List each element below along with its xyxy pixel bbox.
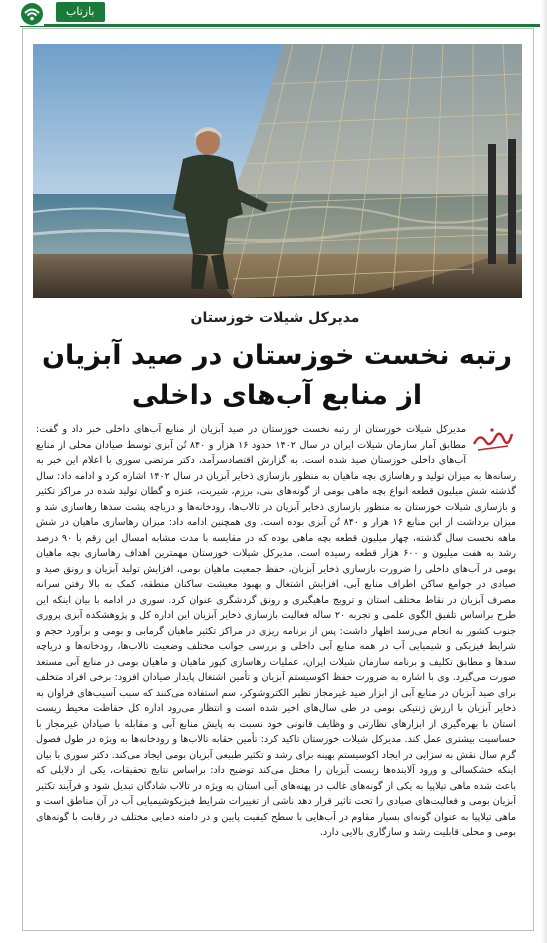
source-signature-logo [470,422,516,456]
article-body-text: مدیرکل شیلات خوزستان از رتبه نخست خوزستان در صید آبزیان از منابع آب‌های داخلی خبر داد و گفت: مطابق آمار سازمان شیلات ایران در سال ۱۴۰۲ حدود ۱۶ هزار و ۸۴۰ تُن آبزی توسط صیادان محلی از منابع آب‌های داخلی خوزستان صید شده است. به گزارش اقتصادسرآمد، دکتر مرتضی سوری با اعلام این خبر به رسانه‌ها به میزان تولید و رهاسازی بچه ماهیان به منظور بازسازی ذخایر آبزیان در سال ۱۴۰۲ اشاره کرد و ادامه داد: سال گذشته شش میلیون قطعه انواع بچه ماهی بومی از گونه‌های بنی، برزم، شیربت، عنزه و گطان تولید شده در مراکز تکثیر و بازسازی شیلات خوزستان به منظور بازسازی ذخایر آبزیان در تالاب‌ها، رودخانه‌ها و دریاچه پشت سدها رهاسازی شد و میزان برداشت از این منابع ۱۶ هزار و ۸۴۰ تُن آبزی بوده است. وی همچنین ادامه داد: میزان رهاسازی ماهیان در شش ماهه نخست سال گذشته، چهار میلیون قطعه بچه ماهی بوده که در مقایسه با مدت مشابه امسال این رقم با ۹۰ درصد رشد به هفت میلیون و ۶۰۰ هزار قطعه رسیده است. مدیرکل شیلات خوزستان مهمترین اهداف رهاسازی بچه ماهیان بومی در آب‌های داخلی را ضرورت بازسازی ذخایر آبزیان، حفظ جمعیت ماهیان بومی، افزایش تولید آبزیان و رونق صید و صیادی در جوامع ساکن اطراف منابع آبی، افزایش اشتغال و بهبود معیشت ساکنان منطقه، کمک به بالا رفتن سرانه مصرف آبزیان در نقاط مختلف استان و ترویج ماهیگیری و رونق گردشگری عنوان کرد. سوری در ادامه با بیان اینکه این طرح براساس تلفیق الگوی علمی و تجربه ۲۰ ساله فعالیت بازسازی ذخایر آبزیان این اداره کل و پژوهشکده آبزی پروری جنوب کشور به انجام می‌رسد اظهار داشت: پس از برنامه ریزی در مراکز تکثیر ماهیان گرمابی و بومی و برآورد حجم و شرایط فیزیکی و شیمیایی آب در همه منابع آبی داخلی و بررسی جوانب مختلف وضعیت تالاب‌ها، رودخانه‌ها و دریاچه سدها و مطابق تکلیف و برنامه سازمان شیلات ایران، عملیات رهاسازی کپور ماهیان و ماهیان بومی در منابع آبی مستعد صورت می‌گیرد. وی با اشاره به ضرورت حفظ اکوسیستم آبزیان و تأمین اشتغال پایدار صیادان افزود: برخی افراد متخلف برای صید آبزیان در منابع آبی از ابزار صید غیرمجاز نظیر الکتروشوکر، سم استفاده می‌کنند که سبب آسیب‌های فراوان به ذخایر آبزیان با ارزش ژنتیکی بومی در طی سال‌های اخیر شده است و انتظار می‌رود اداره کل حفاظت محیط زیست استان با بهره‌گیری از ابزارهای نظارتی و وظایف قانونی خود نسبت به پایش منابع آبی و مقابله با صیادان غیرمجاز با حساسیت بیشتری عمل کند. مدیرکل شیلات خوزستان تاکید کرد: تأمین حقابه تالاب‌ها و رودخانه‌ها به ویژه در طول فصول گرم سال نقش به سزایی در ایجاد اکوسیستم بهینه برای رشد و تکثیر طبیعی آبزیان بومی ایجاد می‌کند. دکتر سوری با بیان اینکه خشکسالی و ورود آلاینده‌ها زیست آبزیان را مختل می‌کند توضیح داد: براساس نتایج تحقیقات، یکی از دلایلی که باعث شده ماهی تیلاپیا به یکی از گونه‌های غالب در پهنه‌های آبی استان به ویژه در تالاب شادگان تبدیل شود و فرآیند تکثیر آبزیان بومی و فعالیت‌های صیادی را تحت تاثیر قرار دهد ناشی از تغییرات شرایط فیزیکوشیمیایی آب در آن مناطق است و ماهی تیلاپیا به عنوان گونه‌ای بسیار مقاوم در آب‌هایی با سطح کیفیت پایین و در دامنه دمایی مختلف در رقابت با گونه‌های بومی و محلی قابلیت رشد و سازگاری بالایی دارد. [36,424,516,838]
article-title [32,336,522,416]
wifi-icon [20,2,44,26]
page-edge-shadow [541,0,547,943]
article-body [36,422,516,922]
fisherman-net-photo [33,44,522,298]
article-title-line-2: از منابع آب‌های داخلی [131,380,423,411]
section-header [20,2,540,27]
article-title-line-1: رتبه نخست خوزستان در صید آبزیان [41,340,513,371]
article-kicker: مدیرکل شیلات خوزستان [190,310,360,326]
section-label: بازتاب [56,2,105,22]
